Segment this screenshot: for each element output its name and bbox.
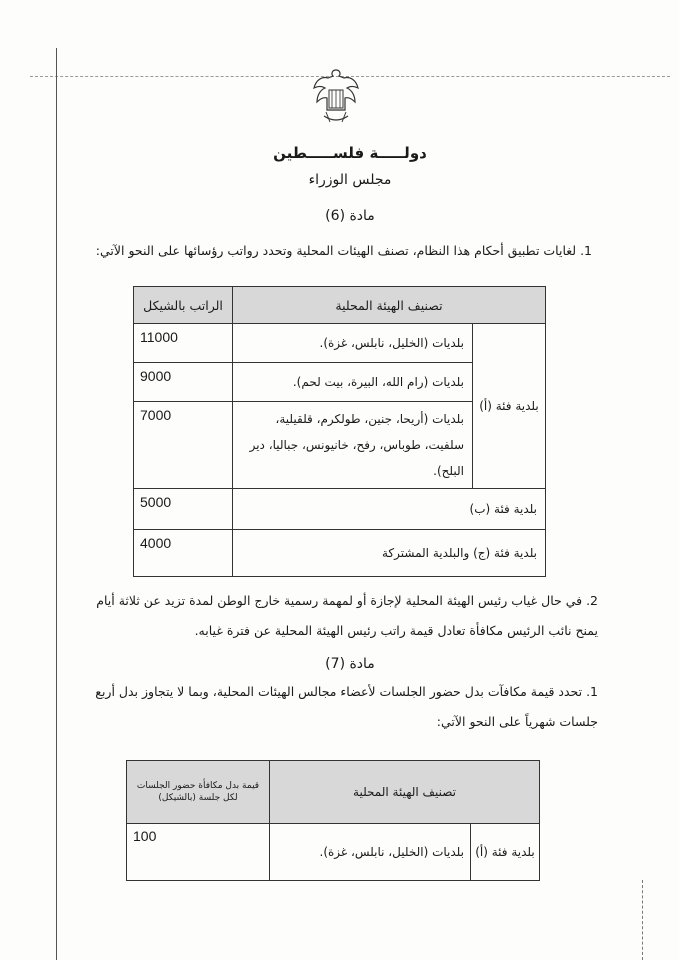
category-a-cell: بلدية فئة (أ) [473, 324, 546, 489]
article-7-intro: 1. تحدد قيمة مكافآت بدل حضور الجلسات لأعضاء مجالس الهيئات المحلية، وبما لا يتجاوز بدل أربع جلسات شهرياً على النحو الآتي: [95, 684, 598, 729]
article-6-title: مادة (6) [325, 208, 375, 224]
article-6-intro: 1. لغايات تطبيق أحكام هذا النظام، تصنف الهيئات المحلية وتحدد رواتب رؤسائها على النحو الآتي: [95, 243, 592, 258]
table-row [134, 324, 546, 363]
eagle-emblem-icon [312, 66, 360, 132]
salary-cell: 11000 [134, 324, 233, 363]
right-margin-line [642, 880, 643, 960]
article-7-title: مادة (7) [325, 656, 375, 672]
class-cell: بلديات (أريحا، جنين، طولكرم، قلقيلية، سلفيت، طوباس، رفح، خانيونس، جباليا، دير البلح). [233, 402, 473, 489]
column-header-class: تصنيف الهيئة المحلية [233, 287, 546, 324]
class-cell: بلديات (الخليل، نابلس، غزة). [233, 324, 473, 363]
salary-cell: 5000 [134, 489, 233, 530]
table-row [127, 824, 540, 881]
class-cell: بلدية فئة (ج) والبلدية المشتركة [233, 530, 546, 577]
table-row [134, 530, 546, 577]
salary-table [133, 286, 546, 577]
table-header-row [134, 287, 546, 324]
salary-cell: 7000 [134, 402, 233, 489]
class-cell: بلديات (الخليل، نابلس، غزة). [270, 824, 471, 881]
category-a-cell: بلدية فئة (أ) [471, 824, 540, 881]
left-margin-line [56, 48, 57, 960]
article-6-paragraph-2: 2. في حال غياب رئيس الهيئة المحلية لإجازة أو لمهمة رسمية خارج الوطن لمدة تزيد عن ثلاثة أيام يمنح نائب الرئيس مكافأة تعادل قيمة راتب رئيس الهيئة المحلية عن فترة غيابه. [96, 593, 598, 638]
class-cell: بلديات (رام الله، البيرة، بيت لحم). [233, 363, 473, 402]
council-title: مجلس الوزراء [308, 172, 392, 188]
session-allowance-table [126, 760, 540, 881]
column-header-salary: الراتب بالشيكل [134, 287, 233, 324]
table-row [134, 489, 546, 530]
column-header-class: تصنيف الهيئة المحلية [270, 761, 540, 824]
salary-cell: 9000 [134, 363, 233, 402]
value-cell: 100 [127, 824, 270, 881]
table-header-row [127, 761, 540, 824]
class-cell: بلدية فئة (ب) [233, 489, 546, 530]
state-title: دولـــــة فلســـــطين [273, 144, 427, 162]
salary-cell: 4000 [134, 530, 233, 577]
column-header-value: قيمة بدل مكافأة حضور الجلسات لكل جلسة (بالشيكل) [127, 761, 270, 824]
